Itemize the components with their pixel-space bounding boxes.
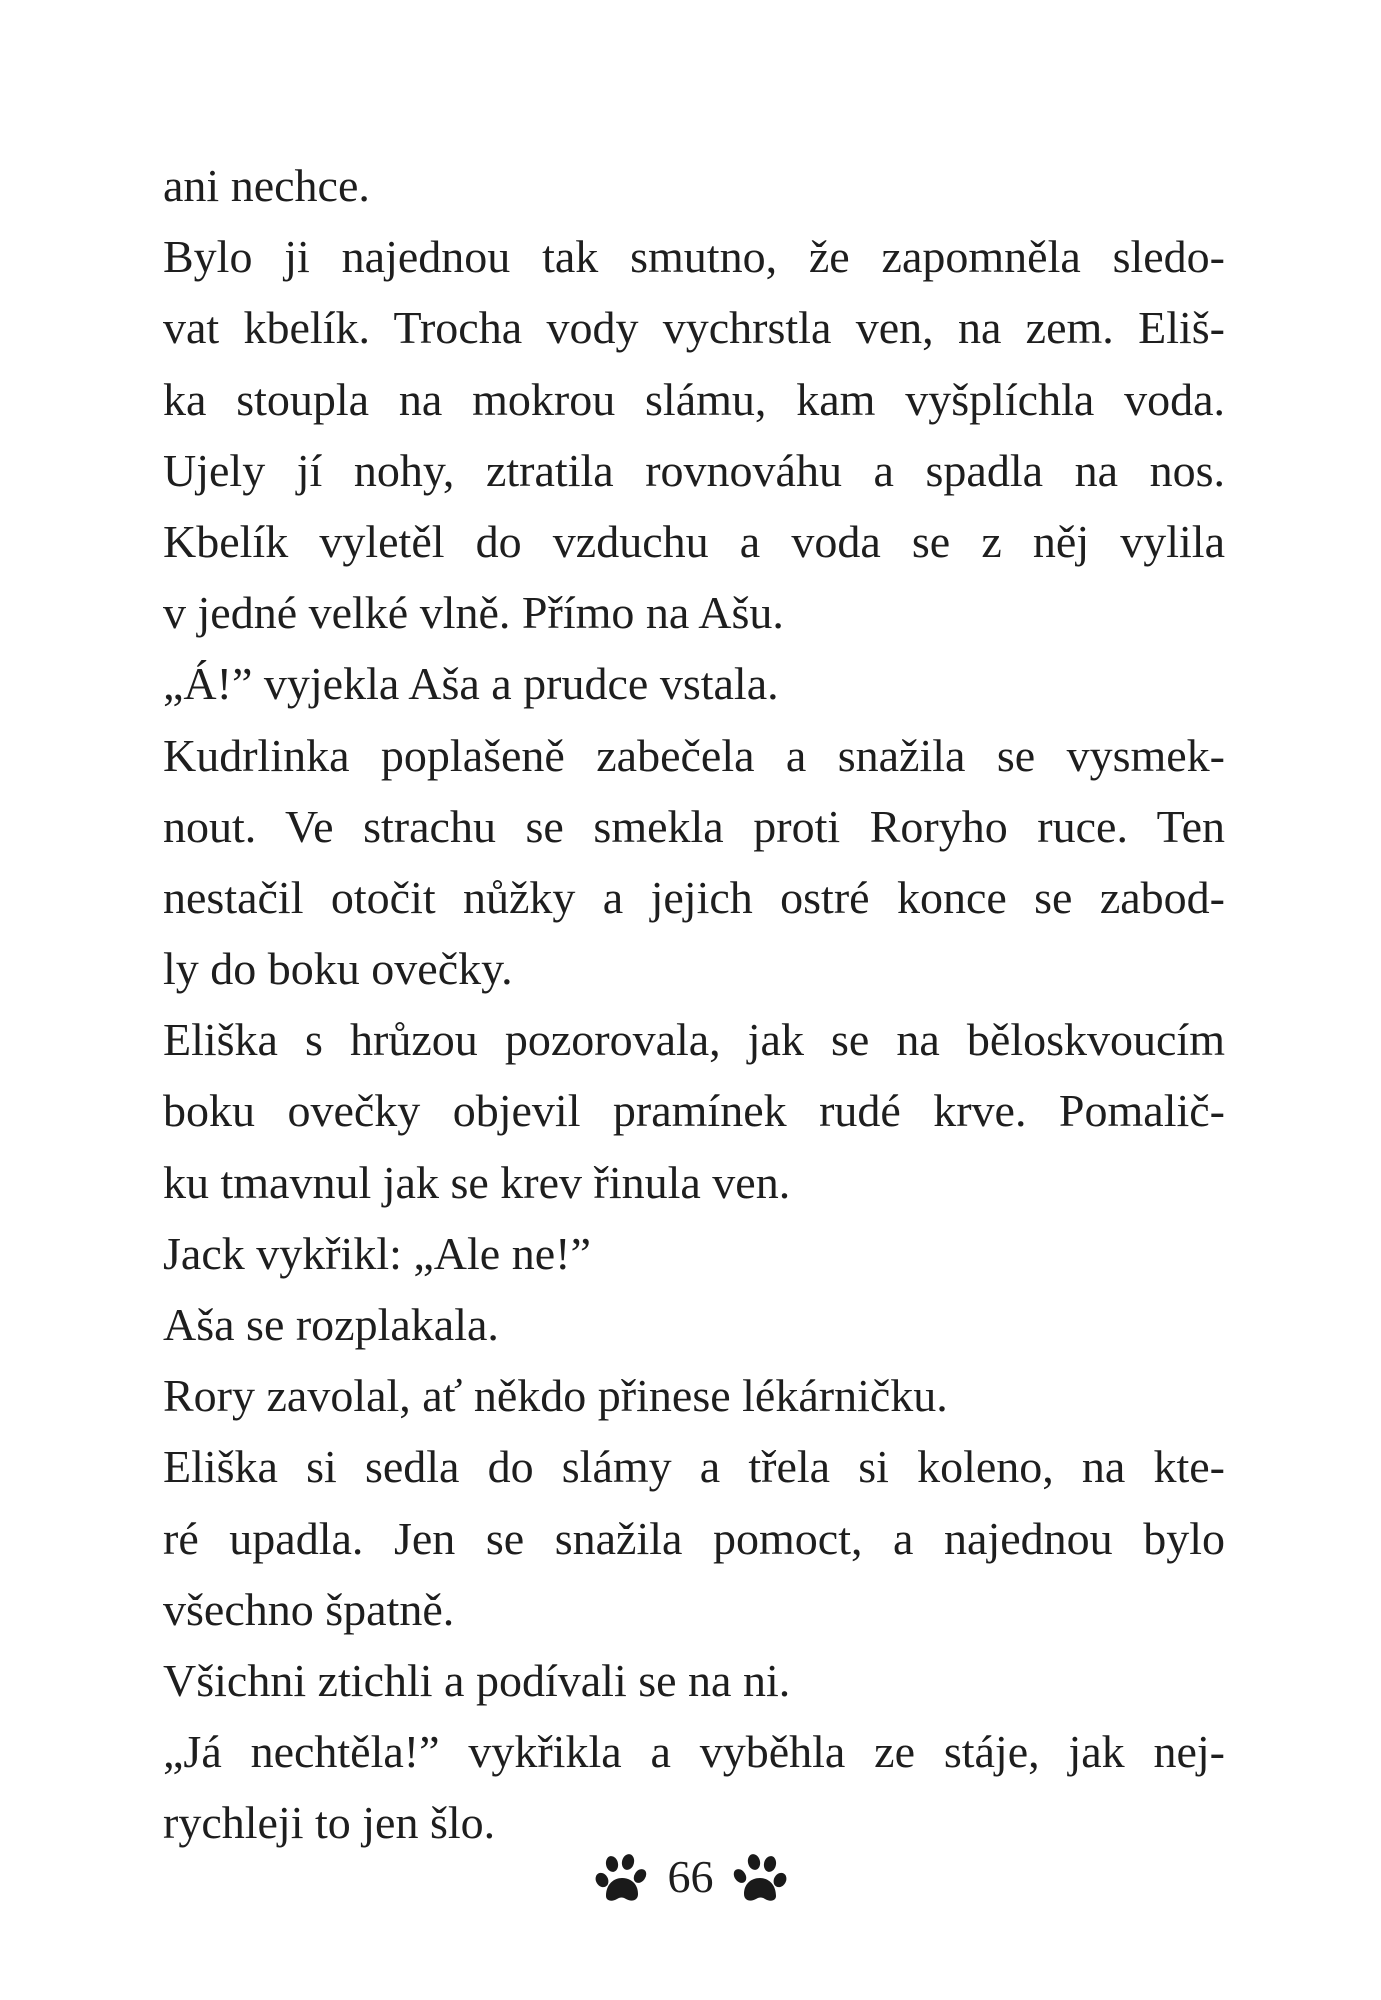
paw-print-icon — [728, 1850, 792, 1904]
text-line: Bylo ji najednou tak smutno, že zapomněla sledo- — [163, 231, 1225, 283]
text-line: ly do boku ovečky. — [163, 943, 513, 995]
text-line: Aša se rozplakala. — [163, 1299, 499, 1350]
text-line: rychleji to jen šlo. — [163, 1797, 496, 1849]
text-line: v jedné velké vlně. Přímo na Ašu. — [163, 587, 784, 639]
text-line: nout. Ve strachu se smekla proti Roryho ruce. Ten — [163, 800, 1225, 852]
text-line: Ujely jí nohy, ztratila rovnováhu a spadla na nos. — [163, 444, 1225, 496]
text-line: ku tmavnul jak se krev řinula ven. — [163, 1156, 791, 1208]
text-line: „Á!” vyjekla Aša a prudce vstala. — [163, 658, 779, 710]
text-line: boku ovečky objevil pramínek rudé krve. Pomalič- — [163, 1085, 1225, 1137]
text-line: „Já nechtěla!” vykřikla a vyběhla ze stáje, jak nej- — [163, 1726, 1225, 1778]
text-line: Eliška s hrůzou pozorovala, jak se na běloskvoucím — [163, 1014, 1225, 1066]
text-line: vat kbelík. Trocha vody vychrstla ven, na zem. Eliš- — [163, 302, 1225, 354]
text-line: nestačil otočit nůžky a jejich ostré konce se zabod- — [163, 871, 1225, 923]
text-line: ka stoupla na mokrou slámu, kam vyšplíchla voda. — [163, 373, 1225, 425]
text-line: Eliška si sedla do slámy a třela si koleno, na kte- — [163, 1441, 1225, 1493]
page-footer — [0, 1842, 1381, 1912]
text-line: ré upadla. Jen se snažila pomoct, a najednou bylo — [163, 1512, 1225, 1564]
text-line: všechno špatně. — [163, 1583, 455, 1635]
page-number: 66 — [667, 1851, 714, 1902]
text-line: Jack vykřikl: „Ale ne!” — [163, 1227, 591, 1279]
text-line: ani nechce. — [163, 160, 370, 211]
paw-print-icon — [590, 1850, 654, 1904]
text-line: Kbelík vyletěl do vzduchu a voda se z něj vylila — [163, 515, 1225, 567]
page-text — [163, 150, 1225, 1859]
text-line: Všichni ztichli a podívali se na ni. — [163, 1654, 791, 1706]
text-line: Rory zavolal, ať někdo přinese lékárničku. — [163, 1370, 948, 1422]
text-line: Kudrlinka poplašeně zabečela a snažila se vysmek- — [163, 729, 1225, 781]
